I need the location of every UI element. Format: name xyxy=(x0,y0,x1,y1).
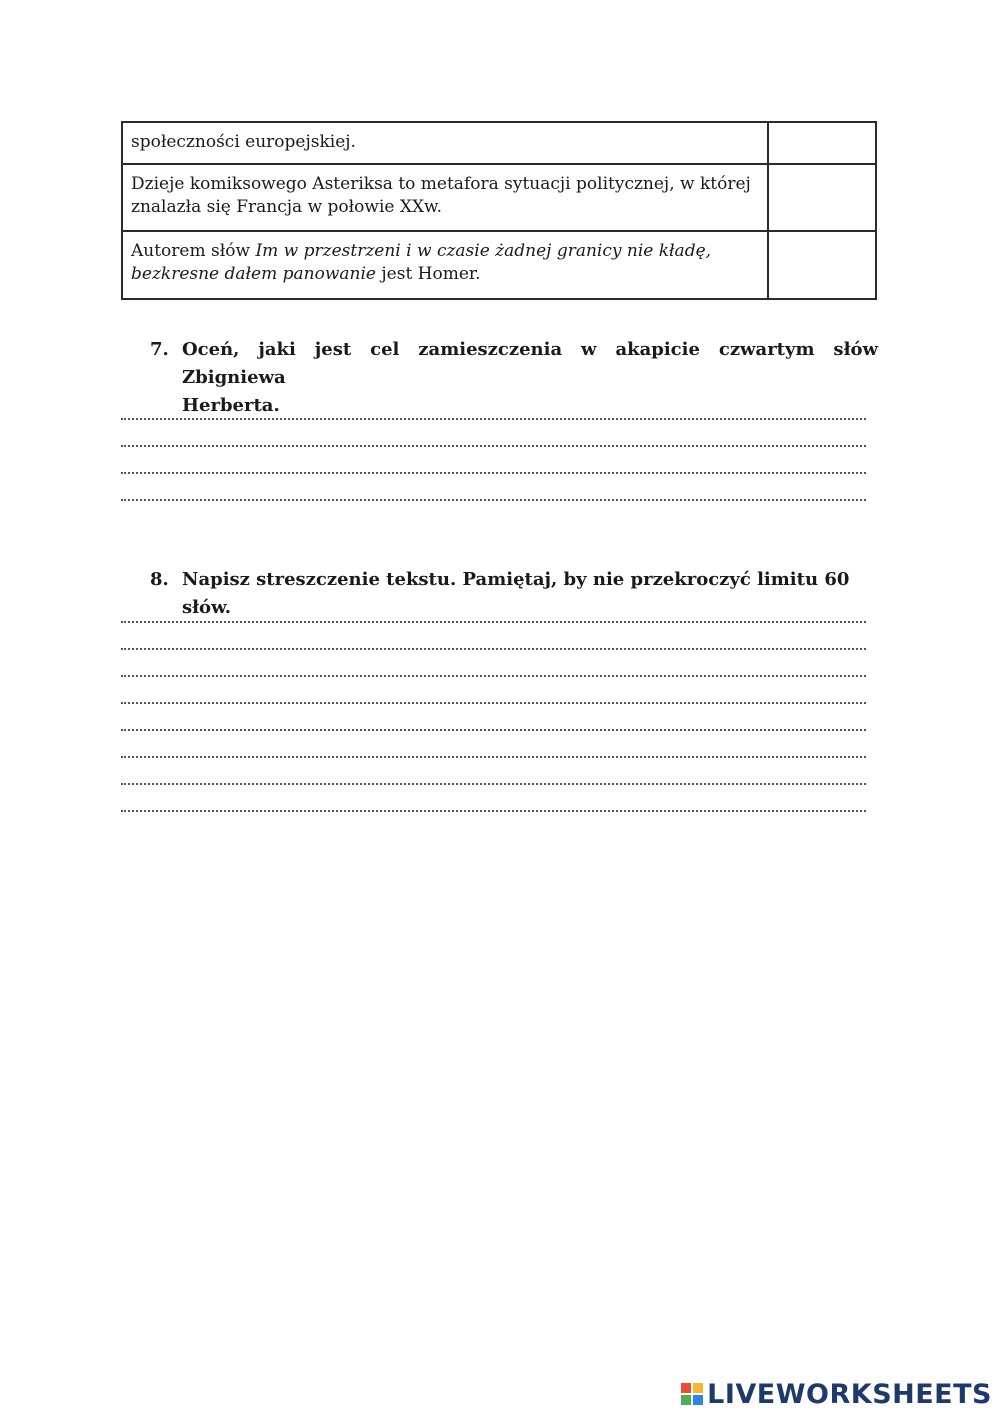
answer-input[interactable] xyxy=(769,165,875,230)
statement-cell: Dzieje komiksowego Asteriksa to metafora sytuacji politycznej, w której znalazła się Francja w połowie XXw. xyxy=(122,164,768,231)
answer-line[interactable] xyxy=(121,630,866,657)
answer-line[interactable] xyxy=(121,711,866,738)
answer-input[interactable] xyxy=(769,232,875,298)
liveworksheets-brand xyxy=(681,1378,992,1410)
answer-line[interactable] xyxy=(121,792,866,819)
brand-name: LIVEWORKSHEETS xyxy=(707,1378,992,1410)
question-number: 7. xyxy=(150,339,169,360)
answer-area-7[interactable] xyxy=(121,400,866,508)
true-false-table xyxy=(121,121,877,300)
answer-line[interactable] xyxy=(121,738,866,765)
question-text: Napisz streszczenie tekstu. Pamiętaj, by nie przekroczyć limitu 60 słów. xyxy=(182,569,850,618)
answer-line[interactable] xyxy=(121,684,866,711)
question-text: Oceń, jaki jest cel zamieszczenia w akapicie czwartym słów Zbigniewa Herberta. xyxy=(182,339,878,416)
quote-italic: Im w przestrzeni i w czasie żadnej granicy nie kładę, bezkresne dałem panowanie xyxy=(131,241,712,284)
answer-cell[interactable] xyxy=(768,122,876,164)
answer-line[interactable] xyxy=(121,765,866,792)
answer-line[interactable] xyxy=(121,657,866,684)
question-number: 8. xyxy=(150,569,169,590)
table-row xyxy=(122,231,876,299)
answer-line[interactable] xyxy=(121,454,866,481)
answer-line[interactable] xyxy=(121,400,866,427)
table-row xyxy=(122,122,876,164)
answer-line[interactable] xyxy=(121,603,866,630)
statement-cell: Autorem słów Im w przestrzeni i w czasie żadnej granicy nie kładę, bezkresne dałem panowanie jest Homer. xyxy=(122,231,768,299)
answer-cell[interactable] xyxy=(768,164,876,231)
answer-line[interactable] xyxy=(121,427,866,454)
answer-line[interactable] xyxy=(121,481,866,508)
statement-cell: społeczności europejskiej. xyxy=(122,122,768,164)
answer-input[interactable] xyxy=(769,123,875,163)
table-row xyxy=(122,164,876,231)
answer-cell[interactable] xyxy=(768,231,876,299)
answer-area-8[interactable] xyxy=(121,603,866,819)
liveworksheets-logo-icon xyxy=(681,1383,703,1405)
